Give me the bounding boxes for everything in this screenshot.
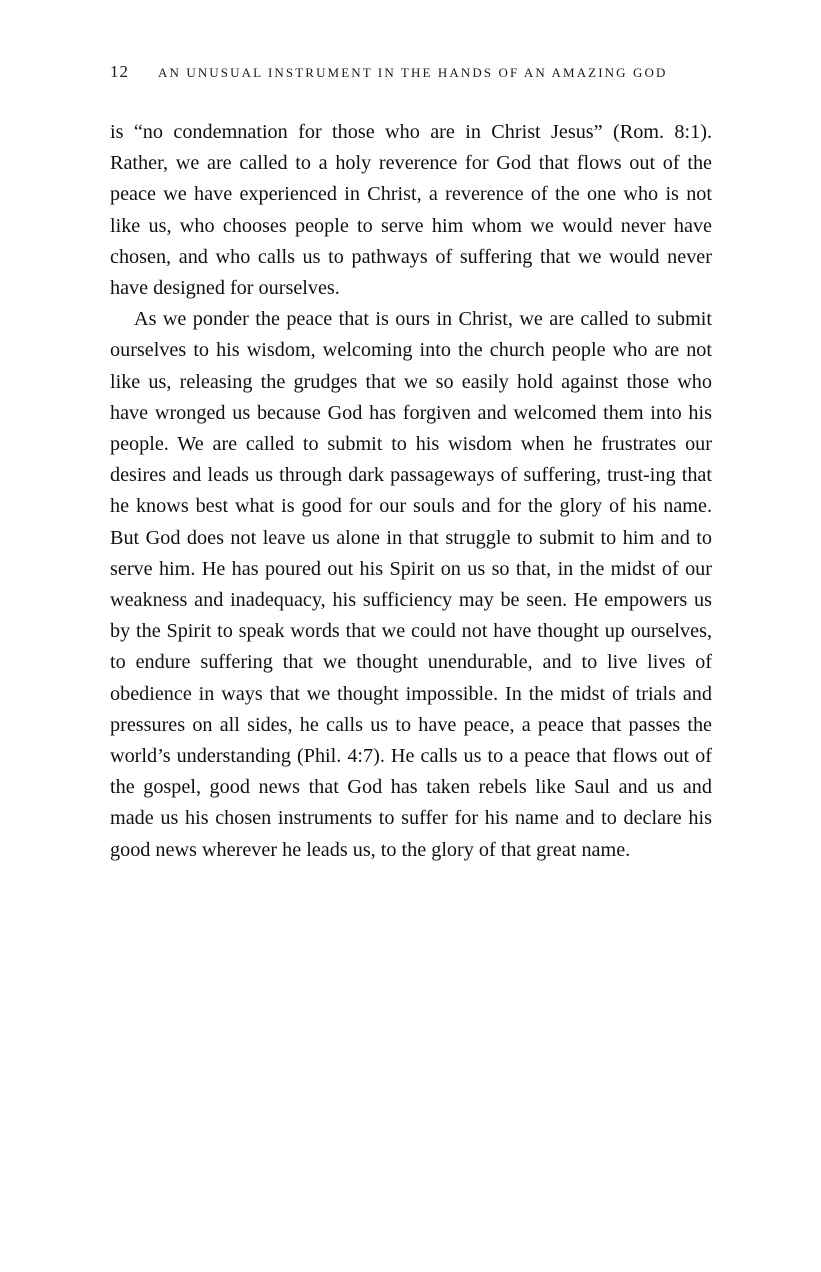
paragraph-continued: is “no condemnation for those who are in Christ Jesus” (Rom. 8:1). Rather, we are called to a holy reverence for God that flows out of the peace we have experienced in Christ, a reverence of the one who is not like us, who chooses people to serve him whom we would never have chosen, and who calls us to pathways of suffering that we would never have designed for ourselves. (110, 121, 712, 300)
page-number: 12 (110, 62, 129, 81)
running-head-title: AN UNUSUAL INSTRUMENT IN THE HANDS OF AN AMAZING GOD (158, 65, 668, 80)
body-text (110, 117, 712, 866)
running-head (110, 62, 712, 84)
paragraph-indented: As we ponder the peace that is ours in Christ, we are called to submit ourselves to his wisdom, welcoming into the church people who are not like us, releasing the grudges that we so easily hold against those who have wronged us because God has forgiven and welcomed them into his people. We are called to submit to his wisdom when he frustrates our desires and leads us through dark passageways of suffering, trust-ing that he knows best what is good for our souls and for the glory of his name. But God does not leave us alone in that struggle to submit to him and to serve him. He has poured out his Spirit on us so that, in the midst of our weakness and inadequacy, his sufficiency may be seen. He empowers us by the Spirit to speak words that we could not have thought up ourselves, to endure suffering that we thought unendurable, and to live lives of obedience in ways that we thought impossible. In the midst of trials and pressures on all sides, he calls us to have peace, a peace that passes the world’s understanding (Phil. 4:7). He calls us to a peace that flows out of the gospel, good news that God has taken rebels like Saul and us and made us his chosen instruments to suffer for his name and to declare his good news wherever he leads us, to the glory of that great name. (110, 308, 712, 861)
